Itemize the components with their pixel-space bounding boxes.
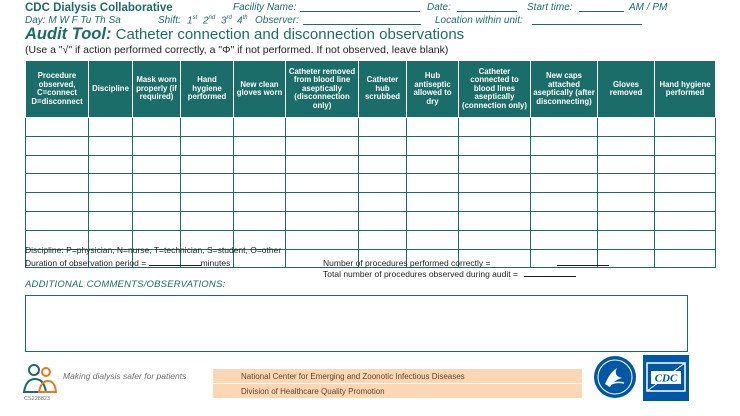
table-cell[interactable]	[181, 174, 234, 193]
table-cell[interactable]	[359, 136, 407, 155]
table-cell[interactable]	[286, 174, 359, 193]
table-cell[interactable]	[598, 136, 655, 155]
facility-name-field[interactable]	[300, 2, 420, 12]
observer-label: Observer:	[255, 15, 299, 26]
table-cell[interactable]	[181, 118, 234, 137]
table-cell[interactable]	[407, 118, 459, 137]
table-row	[26, 211, 716, 230]
shift-4: 4th	[237, 15, 248, 27]
table-cell[interactable]	[286, 155, 359, 174]
correct-count-field[interactable]	[557, 258, 609, 266]
table-cell[interactable]	[531, 230, 598, 249]
table-cell[interactable]	[459, 118, 531, 137]
table-row	[26, 155, 716, 174]
table-cell[interactable]	[133, 174, 181, 193]
table-cell[interactable]	[234, 174, 286, 193]
correct-count-label: Number of procedures performed correctly =	[323, 258, 491, 268]
center-name: National Center for Emerging and Zoonotic Infectious Diseases	[241, 372, 465, 381]
column-header: Hub antiseptic allowed to dry	[407, 61, 459, 118]
table-cell[interactable]	[89, 193, 133, 212]
total-count-field[interactable]	[524, 269, 576, 277]
table-cell[interactable]	[459, 211, 531, 230]
cs-number: CS228823	[24, 396, 50, 402]
table-cell[interactable]	[234, 211, 286, 230]
facility-label: Facility Name:	[233, 2, 297, 13]
table-cell[interactable]	[234, 118, 286, 137]
table-cell[interactable]	[407, 230, 459, 249]
table-cell[interactable]	[133, 136, 181, 155]
column-header: Hand hygiene performed	[181, 61, 234, 118]
column-header: Gloves removed	[598, 61, 655, 118]
table-cell[interactable]	[286, 211, 359, 230]
table-cell[interactable]	[655, 174, 716, 193]
column-header: Catheter connected to blood lines aseptically (connection only)	[459, 61, 531, 118]
location-label: Location within unit:	[435, 15, 523, 26]
table-cell[interactable]	[407, 193, 459, 212]
instructions: (Use a "√" if action performed correctly, a "Φ" if not performed. If not observed, leave blank)	[25, 44, 449, 56]
table-cell[interactable]	[598, 211, 655, 230]
duration-label: Duration of observation period =	[25, 258, 147, 268]
table-cell[interactable]	[531, 174, 598, 193]
table-cell[interactable]	[531, 118, 598, 137]
table-cell[interactable]	[286, 118, 359, 137]
table-cell[interactable]	[286, 230, 359, 249]
table-cell[interactable]	[181, 193, 234, 212]
table-cell[interactable]	[598, 155, 655, 174]
column-header: Catheter removed from blood line aseptically (disconnection only)	[286, 61, 359, 118]
total-count-row	[323, 269, 576, 279]
day-options: Day: M W F Tu Th Sa	[25, 15, 121, 26]
table-cell[interactable]	[598, 193, 655, 212]
table-cell[interactable]	[655, 230, 716, 249]
column-header: Discipline	[89, 61, 133, 118]
table-cell[interactable]	[531, 193, 598, 212]
table-cell[interactable]	[359, 174, 407, 193]
audit-table	[25, 60, 716, 268]
table-cell[interactable]	[359, 118, 407, 137]
table-cell[interactable]	[459, 193, 531, 212]
table-cell[interactable]	[26, 118, 89, 137]
shift-label: Shift:	[158, 15, 181, 26]
center-division-band	[213, 369, 582, 398]
table-row	[26, 136, 716, 155]
table-row	[26, 118, 716, 137]
table-cell[interactable]	[234, 136, 286, 155]
table-cell[interactable]	[655, 193, 716, 212]
table-cell[interactable]	[133, 118, 181, 137]
people-logo-icon	[22, 362, 58, 398]
table-cell[interactable]	[531, 136, 598, 155]
table-cell[interactable]	[181, 136, 234, 155]
table-cell[interactable]	[89, 155, 133, 174]
table-cell[interactable]	[459, 230, 531, 249]
table-cell[interactable]	[234, 155, 286, 174]
table-cell[interactable]	[531, 155, 598, 174]
duration-unit: minutes	[200, 258, 231, 268]
table-cell[interactable]	[598, 118, 655, 137]
table-cell[interactable]	[133, 193, 181, 212]
table-cell[interactable]	[89, 118, 133, 137]
table-cell[interactable]	[359, 230, 407, 249]
table-cell[interactable]	[655, 155, 716, 174]
table-cell[interactable]	[359, 155, 407, 174]
cdc-logo-text: CDC	[654, 372, 678, 385]
table-cell[interactable]	[26, 193, 89, 212]
table-cell[interactable]	[234, 193, 286, 212]
table-cell[interactable]	[407, 136, 459, 155]
table-row	[26, 174, 716, 193]
table-cell[interactable]	[531, 211, 598, 230]
date-field[interactable]	[457, 2, 517, 12]
org-name: CDC Dialysis Collaborative	[25, 2, 173, 14]
table-header-row	[26, 61, 716, 118]
column-header: Catheter hub scrubbed	[359, 61, 407, 118]
table-cell[interactable]	[181, 211, 234, 230]
start-time-label: Start time:	[527, 2, 573, 13]
am-pm-label: AM / PM	[629, 2, 668, 13]
table-cell[interactable]	[133, 155, 181, 174]
column-header: Mask worn properly (if required)	[133, 61, 181, 118]
table-cell[interactable]	[655, 211, 716, 230]
start-time-field[interactable]	[579, 2, 624, 12]
date-label: Date:	[427, 2, 451, 13]
table-cell[interactable]	[459, 136, 531, 155]
table-cell[interactable]	[286, 136, 359, 155]
band-divider	[213, 383, 582, 384]
table-cell[interactable]	[655, 118, 716, 137]
location-field[interactable]	[532, 15, 642, 25]
column-header: Procedure observed, C=connect D=disconnect	[26, 61, 89, 118]
table-cell[interactable]	[407, 211, 459, 230]
table-cell[interactable]	[26, 155, 89, 174]
column-header: New clean gloves worn	[234, 61, 286, 118]
table-cell[interactable]	[598, 174, 655, 193]
observer-field[interactable]	[303, 15, 421, 25]
table-cell[interactable]	[459, 174, 531, 193]
table-cell[interactable]	[89, 174, 133, 193]
duration-field[interactable]	[149, 258, 201, 266]
page-title	[25, 25, 464, 44]
column-header: New caps attached aseptically (after disconnecting)	[531, 61, 598, 118]
title-text: Catheter connection and disconnection observations	[115, 26, 465, 43]
table-cell[interactable]	[359, 193, 407, 212]
total-count-label: Total number of procedures observed during audit =	[323, 269, 518, 279]
hhs-seal-icon	[592, 354, 638, 400]
table-cell[interactable]	[89, 136, 133, 155]
table-cell[interactable]	[181, 155, 234, 174]
cdc-logo-icon	[643, 355, 689, 401]
table-cell[interactable]	[26, 136, 89, 155]
correct-count-row	[323, 258, 609, 268]
discipline-legend: Discipline: P=physician, N=nurse, T=technician, S=student, O=other	[25, 245, 282, 255]
comments-heading: ADDITIONAL COMMENTS/OBSERVATIONS:	[25, 279, 226, 290]
table-row	[26, 193, 716, 212]
column-header: Hand hygiene performed	[655, 61, 716, 118]
comments-box[interactable]	[25, 295, 688, 352]
table-cell[interactable]	[89, 211, 133, 230]
table-cell[interactable]	[26, 174, 89, 193]
title-emphasis: Audit Tool:	[25, 25, 112, 43]
shift-1: 1st	[187, 15, 198, 27]
division-name: Division of Healthcare Quality Promotion	[241, 387, 385, 396]
table-cell[interactable]	[655, 136, 716, 155]
table-cell[interactable]	[407, 155, 459, 174]
table-cell[interactable]	[359, 211, 407, 230]
slogan: Making dialysis safer for patients	[63, 371, 187, 381]
table-cell[interactable]	[655, 249, 716, 268]
table-cell[interactable]	[407, 174, 459, 193]
shift-3: 3rd	[221, 15, 232, 27]
table-cell[interactable]	[133, 211, 181, 230]
table-cell[interactable]	[459, 155, 531, 174]
table-cell[interactable]	[286, 193, 359, 212]
shift-2: 2nd	[203, 15, 216, 27]
table-cell[interactable]	[26, 211, 89, 230]
table-cell[interactable]	[598, 230, 655, 249]
duration-row	[25, 258, 230, 268]
